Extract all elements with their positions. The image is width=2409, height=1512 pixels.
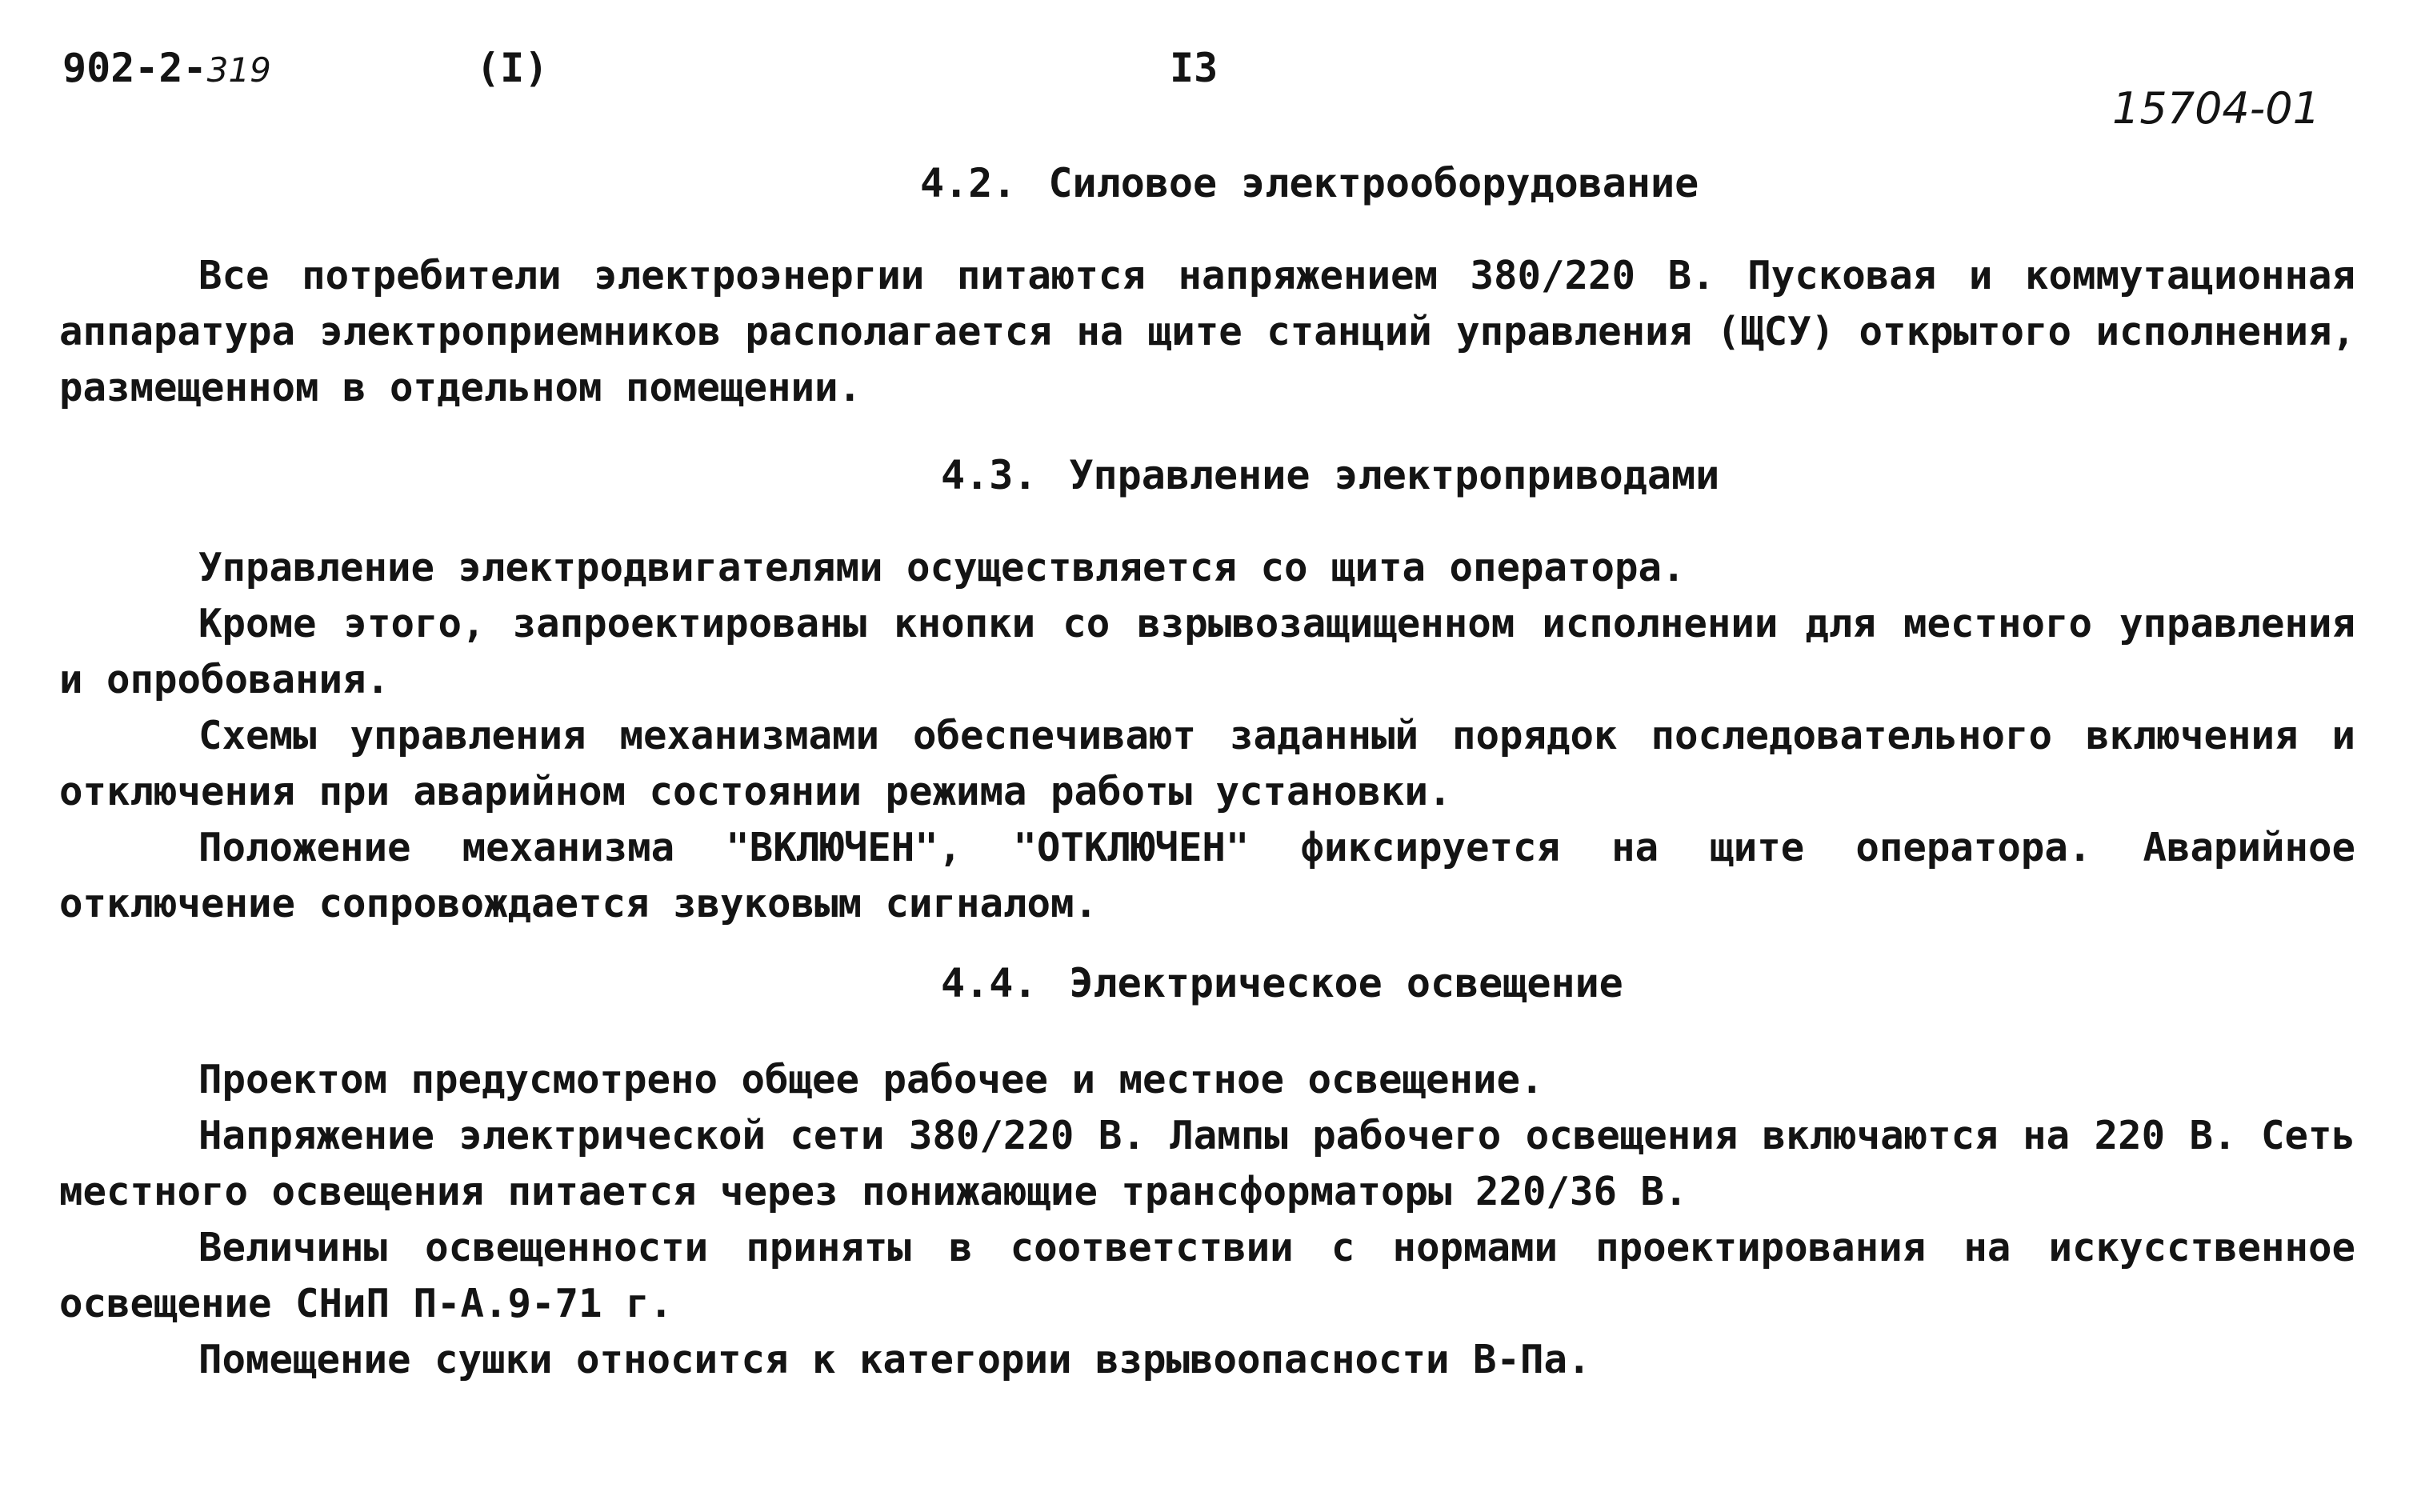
section-title: Силовое электрооборудование — [1048, 160, 1699, 206]
paragraph: Схемы управления механизмами обеспечивают заданный порядок последовательного включения и отключения при аварийном состоянии режима работы установки. — [59, 713, 2355, 814]
document-code-handwritten: 319 — [206, 50, 271, 90]
section-title: Электрическое освещение — [1069, 960, 1623, 1006]
section-heading-4-3 — [941, 452, 1719, 498]
section-number: 4.3. — [941, 452, 1038, 498]
document-code-prefix: 902-2- — [62, 45, 207, 91]
paragraph: Все потребители электроэнергии питаются напряжением 380/220 В. Пусковая и коммутационная аппаратура электроприемников располагается на щите станций управления (ЩСУ) открытого исполнения, размещенном в отдельном помещении. — [59, 253, 2355, 410]
section-number: 4.4. — [941, 960, 1038, 1006]
section-heading-4-4 — [941, 960, 1623, 1006]
paragraph: Помещение сушки относится к категории взрывоопасности В-Па. — [198, 1337, 1591, 1382]
paragraph: Управление электродвигателями осуществляется со щита оператора. — [198, 545, 1686, 590]
paragraph: Кроме этого, запроектированы кнопки со взрывозащищенном исполнении для местного управления и опробования. — [59, 601, 2355, 702]
part-number: (I) — [476, 45, 549, 91]
paragraph: Проектом предусмотрено общее рабочее и местное освещение. — [198, 1057, 1544, 1102]
archive-number-handwritten: 15704-01 — [2112, 83, 2320, 134]
section-number: 4.2. — [920, 160, 1017, 206]
section-heading-4-2 — [920, 160, 1699, 206]
paragraph: Величины освещенности приняты в соответствии с нормами проектирования на искусственное освещение СНиП П-А.9-71 г. — [59, 1225, 2355, 1326]
page-number: I3 — [1170, 45, 1219, 91]
document-code — [62, 45, 271, 91]
paragraph: Положение механизма "ВКЛЮЧЕН", "ОТКЛЮЧЕН" фиксируется на щите оператора. Аварийное отключение сопровождается звуковым сигналом. — [59, 825, 2355, 926]
paragraph: Напряжение электрической сети 380/220 В. Лампы рабочего освещения включаются на 220 В. Сеть местного освещения питается через понижающие трансформаторы 220/36 В. — [59, 1113, 2355, 1214]
section-title: Управление электроприводами — [1069, 452, 1720, 498]
